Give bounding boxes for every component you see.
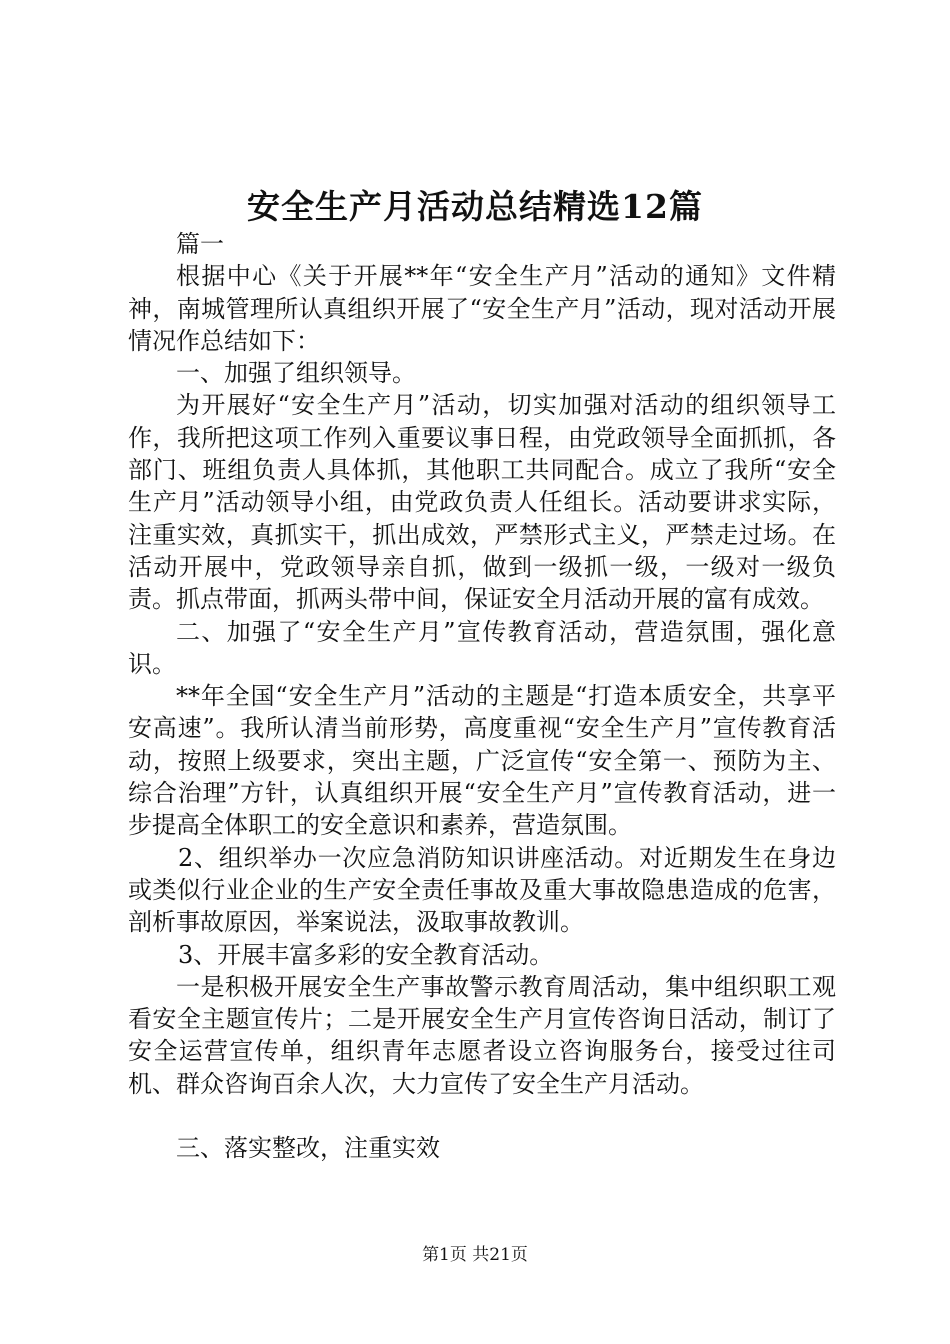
paragraph-organization-leadership: 为开展好“安全生产月”活动，切实加强对活动的组织领导工作，我所把这项工作列入重要议事日程，由党政领导全面抓抓，各部门、班组负责人具体抓，其他职工共同配合。成立了我所“安全生产月”活动领导小组，由党政负责人任组长。活动要讲求实际，注重实效，真抓实干，抓出成效，严禁形式主义，严禁走过场。在活动开展中，党政领导亲自抓，做到一级抓一级，一级对一级负责。抓点带面，抓两头带中间，保证安全月活动开展的富有成效。 xyxy=(128,391,836,614)
document-title: 安全生产月活动总结精选12篇 xyxy=(247,187,703,226)
paragraph-publicity-education: **年全国“安全生产月”活动的主题是“打造本质安全，共享平安高速”。我所认清当前形势，高度重视“安全生产月”宣传教育活动，按照上级要求，突出主题，广泛宣传“安全第一、预防为主、综合治理”方针，认真组织开展“安全生产月”宣传教育活动，进一步提高全体职工的安全意识和素养，营造氛围。 xyxy=(128,682,836,840)
page-number-footer: 第1页 共21页 xyxy=(422,1245,528,1265)
paragraph-fire-safety-lecture: 2、组织举办一次应急消防知识讲座活动。对近期发生在身边或类似行业企业的生产安全责任事故及重大事故隐患造成的危害，剖析事故原因，举案说法，汲取事故教训。 xyxy=(128,843,836,937)
heading-safety-activities: 3、开展丰富多彩的安全教育活动。 xyxy=(178,940,554,969)
section-heading-part-one: 篇一 xyxy=(176,230,224,258)
heading-publicity-education: 二、加强了“安全生产月”宣传教育活动，营造氛围，强化意识。 xyxy=(128,617,836,678)
intro-paragraph: 根据中心《关于开展**年“安全生产月”活动的通知》文件精神，南城管理所认真组织开展了“安全生产月”活动，现对活动开展情况作总结如下： xyxy=(128,262,836,355)
document-body xyxy=(128,228,836,1164)
heading-rectification: 三、落实整改，注重实效 xyxy=(176,1134,440,1163)
paragraph-safety-activities: 一是积极开展安全生产事故警示教育周活动，集中组织职工观看安全主题宣传片；二是开展安全生产月宣传咨询日活动，制订了安全运营宣传单，组织青年志愿者设立咨询服务台，接受过往司机、群众咨询百余人次，大力宣传了安全生产月活动。 xyxy=(128,972,836,1098)
heading-organization-leadership: 一、加强了组织领导。 xyxy=(176,359,416,388)
